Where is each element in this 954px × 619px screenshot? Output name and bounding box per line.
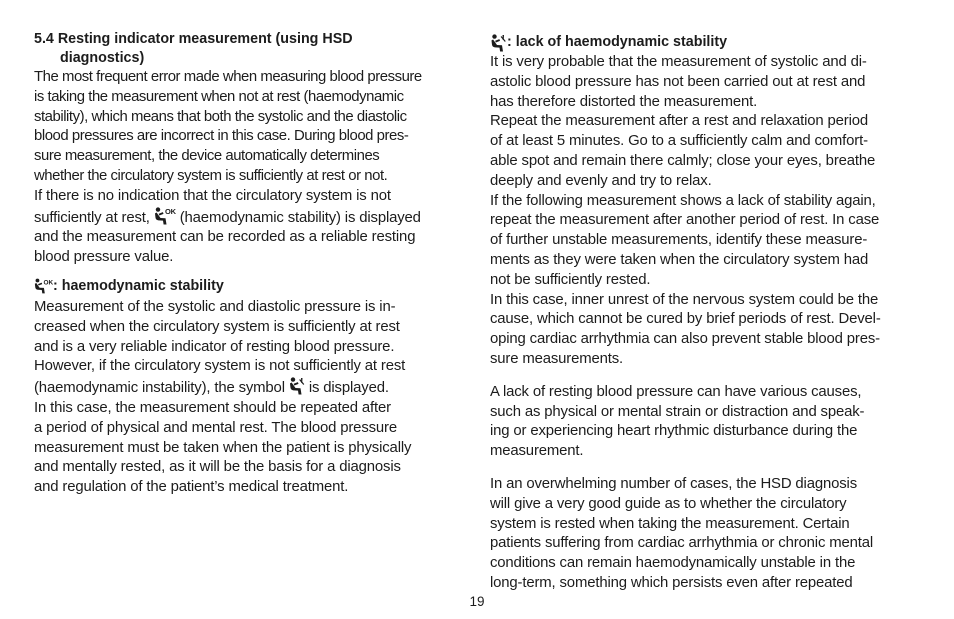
text-segment: (haemodynamic stability) is displayed [175, 209, 421, 226]
left-paragraph-1 [34, 68, 464, 187]
right-paragraph-4 [490, 291, 922, 370]
text-line: measurement. [490, 443, 584, 460]
stability-subheading [34, 277, 464, 296]
section-heading-line2: diagnostics) [60, 50, 145, 66]
text-line: of at least 5 minutes. Go to a sufficiently calm and comfort- [490, 133, 868, 150]
text-line: cause, which cannot be cured by brief periods of rest. Devel- [490, 311, 881, 328]
text-line: If the following measurement shows a lack of stability again, [490, 192, 876, 209]
text-line: and mentally rested, as it will be the basis for a diagnosis [34, 459, 401, 476]
text-line: oping cardiac arrhythmia can also prevent stable blood pres- [490, 331, 880, 348]
text-segment: sufficiently at rest, [34, 209, 154, 226]
text-line: patients suffering from cardiac arrhythmia or chronic mental [490, 535, 874, 552]
text-line: The most frequent error made when measuring blood pressure [34, 69, 422, 85]
text-line [34, 207, 464, 229]
text-line: In an overwhelming number of cases, the HSD diagnosis [490, 475, 857, 492]
seated-person-ok-icon [154, 207, 176, 225]
ok-label: OK [164, 206, 176, 216]
text-line: and the measurement can be recorded as a reliable resting [34, 229, 416, 246]
text-line: and is a very reliable indicator of resting blood pressure. [34, 338, 395, 355]
section-heading [34, 30, 464, 68]
text-line: system is rested when taking the measurement. Certain [490, 515, 850, 532]
text-line [34, 377, 464, 399]
instability-subheading [490, 33, 922, 52]
text-line: of further unstable measurements, identify these measure- [490, 232, 868, 249]
text-line: ments as they were taken when the circulatory system had [490, 251, 869, 268]
text-segment: is displayed. [304, 380, 389, 397]
subheading-text: : haemodynamic stability [53, 277, 224, 294]
page-number: 19 [469, 594, 485, 609]
text-line: Measurement of the systolic and diastolic pressure is in- [34, 298, 396, 315]
text-line: not be sufficiently rested. [490, 271, 651, 288]
text-line: It is very probable that the measurement of systolic and di- [490, 54, 867, 70]
text-line: will give a very good guide as to whether the circulatory [490, 495, 847, 512]
right-column [490, 33, 922, 594]
subheading-text: : lack of haemodynamic stability [507, 34, 728, 50]
text-line: In this case, the measurement should be repeated after [34, 399, 391, 416]
text-line: stability), which means that both the systolic and the diastolic [34, 108, 407, 125]
text-line: Repeat the measurement after a rest and relaxation period [490, 113, 869, 130]
left-paragraph-2 [34, 187, 464, 268]
text-line: In this case, inner unrest of the nervous system could be the [490, 291, 879, 308]
right-paragraph-3 [490, 192, 922, 291]
right-paragraph-6 [490, 475, 922, 594]
seated-person-ok-icon [34, 277, 53, 295]
text-line: has therefore distorted the measurement. [490, 93, 758, 110]
right-paragraph-5 [490, 383, 922, 462]
ok-label: OK [43, 279, 53, 287]
text-line: repeat the measurement after another period of rest. In case [490, 212, 880, 229]
text-line: If there is no indication that the circulatory system is not [34, 187, 391, 204]
text-line: and regulation of the patient’s medical treatment. [34, 479, 349, 496]
text-line: conditions can remain haemodynamically unstable in the [490, 555, 856, 572]
text-line: astolic blood pressure has not been carried out at rest and [490, 73, 866, 90]
right-paragraph-2 [490, 112, 922, 191]
text-segment: (haemodynamic instability), the symbol [34, 380, 289, 397]
seated-person-unstable-icon [289, 377, 305, 395]
text-line: able spot and remain there calmly; close your eyes, breathe [490, 152, 876, 169]
text-line: blood pressure value. [34, 249, 174, 266]
left-paragraph-3 [34, 298, 464, 399]
right-paragraph-1 [490, 53, 922, 112]
text-line: blood pressures are incorrect in this case. During blood pres- [34, 128, 409, 145]
text-line: measurement must be taken when the patient is physically [34, 439, 412, 456]
text-line: deeply and evenly and try to relax. [490, 172, 712, 189]
left-column [34, 30, 464, 498]
text-line: such as physical or mental strain or distraction and speak- [490, 403, 865, 420]
text-line: ing or experiencing heart rhythmic disturbance during the [490, 423, 858, 440]
text-line: creased when the circulatory system is sufficiently at rest [34, 318, 400, 335]
text-line: is taking the measurement when not at rest (haemodynamic [34, 88, 404, 105]
text-line: a period of physical and mental rest. The blood pressure [34, 419, 397, 436]
text-line: sure measurement, the device automatically determines [34, 148, 380, 165]
text-line: long-term, something which persists even after repeated [490, 574, 853, 591]
text-line: sure measurements. [490, 350, 624, 367]
left-paragraph-4 [34, 399, 464, 498]
text-line: A lack of resting blood pressure can have various causes, [490, 383, 862, 400]
text-line: However, if the circulatory system is not sufficiently at rest [34, 358, 406, 375]
section-heading-line1: 5.4 Resting indicator measurement (using HSD [34, 31, 353, 47]
seated-person-unstable-icon [490, 34, 507, 52]
text-line: whether the circulatory system is sufficiently at rest or not. [34, 167, 388, 184]
